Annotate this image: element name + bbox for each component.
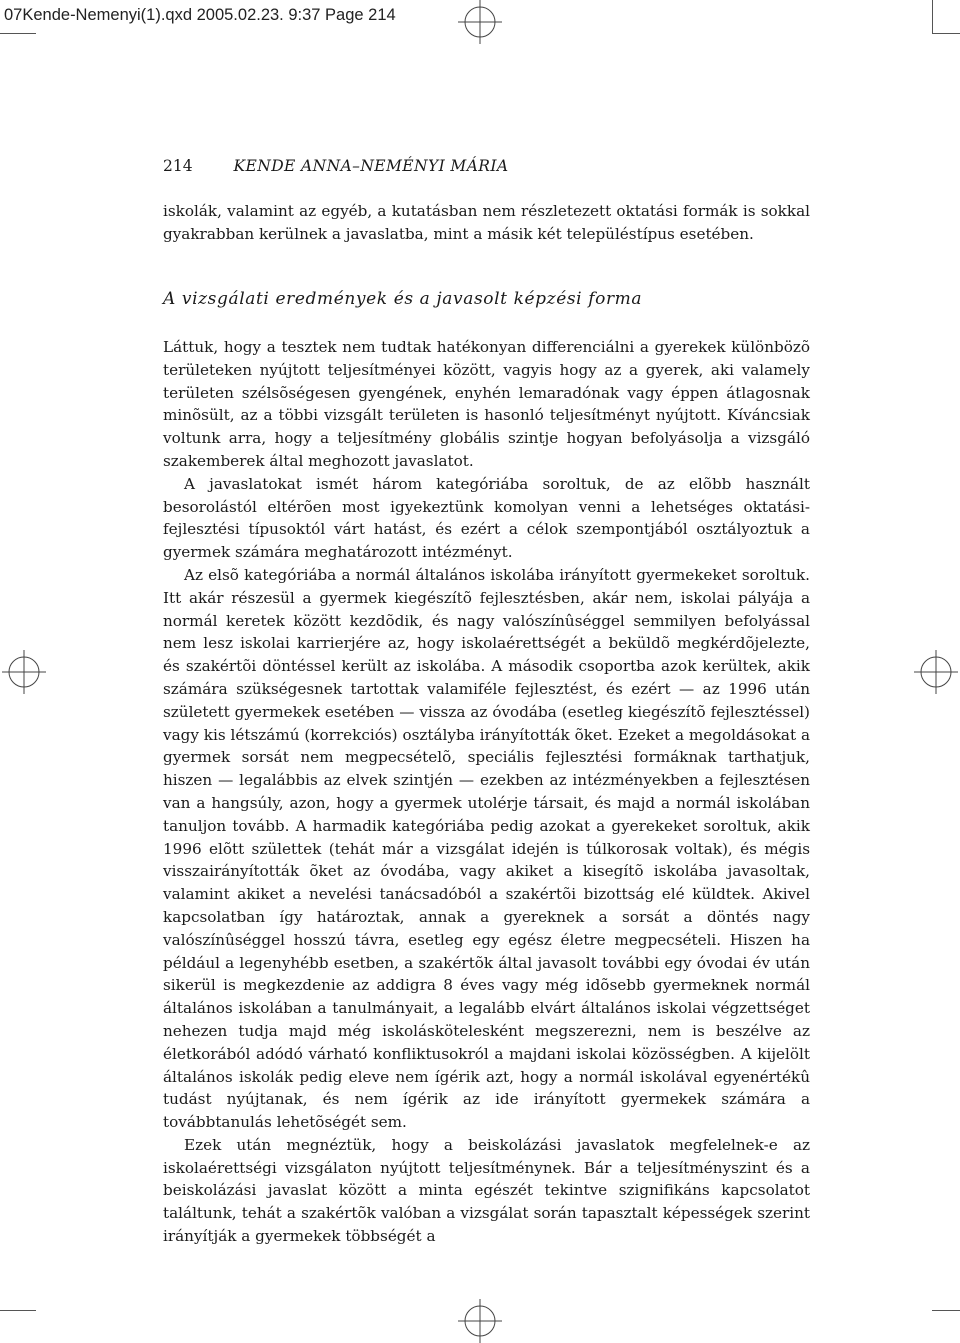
- body-paragraph: Ezek után megnéztük, hogy a beiskolázási javaslatok megfelelnek-e az iskolaérettségi vizsgálaton nyújtott teljesítménynek. Bár a teljesítményszint és a beiskolázási javaslat között a minta egészét tekintve szignifikáns kapcsolatot találtunk, tehát a szakértõk valóban a vizsgálat során tapasztalt képességek szerint irányítják a gyermekek többségét a: [163, 1135, 810, 1246]
- section-title: A vizsgálati eredmények és a javasolt képzési forma: [163, 289, 643, 309]
- intro-paragraph: iskolák, valamint az egyéb, a kutatásban nem részletezett oktatási formák is sokkal gyakrabban kerülnek a javaslatba, mint a másik két településtípus esetében.: [163, 202, 810, 243]
- crop-mark-bottom-left: [0, 1310, 36, 1311]
- registration-mark-left: [2, 650, 46, 694]
- body-paragraph: Láttuk, hogy a tesztek nem tudtak hatékonyan differenciálni a gyerekek különbözõ területeken nyújtott teljesítményei között, vagyis hogy az a gyerek, aki valamely területen szélsõségesen gyengének, enyhén lemaradónak vagy éppen átlagosnak minõsült, az a többi vizsgált területen is hasonló teljesítményt nyújtott. Kíváncsiak voltunk arra, hogy a teljesítmény globális szintje hogyan befolyásolja a vizsgáló szakemberek által meghozott javaslatot.: [163, 338, 810, 470]
- body-paragraph: A javaslatokat ismét három kategóriába soroltuk, de az elõbb használt besorolástól eltérõen most igyekeztünk komolyan venni a lehetséges oktatási-fejlesztési típusoktól várt hatást, és ezért a célok szempontjából osztályoztuk a gyermek számára meghatározott intézményt.: [163, 474, 810, 562]
- page-header: [163, 157, 508, 175]
- registration-mark-bottom: [458, 1299, 502, 1343]
- registration-mark-top: [458, 0, 502, 44]
- page-number: 214: [163, 157, 193, 175]
- crop-mark-bottom-right: [932, 1310, 960, 1311]
- crop-mark-top-right-vertical: [932, 0, 933, 34]
- intro-text-block: [163, 200, 810, 246]
- body-paragraph: Az elsõ kategóriába a normál általános iskolába irányított gyermekeket soroltuk. Itt akár részesül a gyermek kiegészítõ fejlesztésben, akár nem, iskolai pályája a normál keretek között kezdõdik, és nagy valószínûséggel semmilyen befolyással nem lesz iskolai karrierjére az, hogy iskolaérettségét a beküldõ megkérdõjelezte, és szakértõi döntéssel került az iskolába. A második csoportba azok kerültek, akik számára szükségesnek tartottak valamiféle fejlesztést, és ezért — az 1996 után született gyermekek esetében — vissza az óvodába (esetleg kiegészítõ fejlesztéssel) vagy kis létszámú (korrekciós) osztályba irányították õket. Ezeket a megoldásokat a gyermek sorsát nem megpecsételõ, speciális fejlesztési formáknak tarthatjuk, hiszen — legalábbis az elvek szintjén — ezekben az intézményekben a fejlesztésen van a hangsúly, azon, hogy a gyermek utolérje társait, és majd a normál iskolában tanuljon tovább. A harmadik kategóriába pedig azokat a gyerekeket soroltuk, akik 1996 elõtt születtek (tehát már a vizsgálat idején is túlkorosak voltak), és mégis visszairányították õket az óvodába, vagy akiket a kisegítõ iskolába javasoltak, valamint akiket a nevelési tanácsadóból a szakértõi bizottság elé küldtek. Akivel kapcsolatban így határoztak, annak a gyereknek a sorsát a döntés nagy valószínûséggel hosszú távra, esetleg egy egész életre megpecsételi. Hiszen ha például a legenyhébb esetben, a szakértõk által javasolt további egy óvodai év után sikerül is megkezdenie az addigra 8 éves vagy még idõsebb gyermeknek normál általános iskolában a tanulmányait, a legalább elvárt általános iskolai végzettséget nehezen tudja majd még iskoláskötelesként megszerezni, nem is beszélve az életkorából adódó várható konfliktusokról a majdani iskolai közösségben. A kijelölt általános iskolák pedig eleve nem ígérik azt, hogy a normál iskolával egyenértékû tudást nyújtanak, és nem ígérik az ide irányított gyermekek számára a továbbtanulás lehetõségét sem.: [163, 565, 810, 1132]
- crop-mark-top-left: [0, 33, 36, 34]
- section-body: [163, 336, 810, 1248]
- crop-mark-top-right: [932, 33, 960, 34]
- print-slug: 07Kende-Nemenyi(1).qxd 2005.02.23. 9:37 Page 214: [4, 6, 396, 24]
- registration-mark-right: [914, 650, 958, 694]
- running-head: KENDE ANNA–NEMÉNYI MÁRIA: [233, 157, 509, 175]
